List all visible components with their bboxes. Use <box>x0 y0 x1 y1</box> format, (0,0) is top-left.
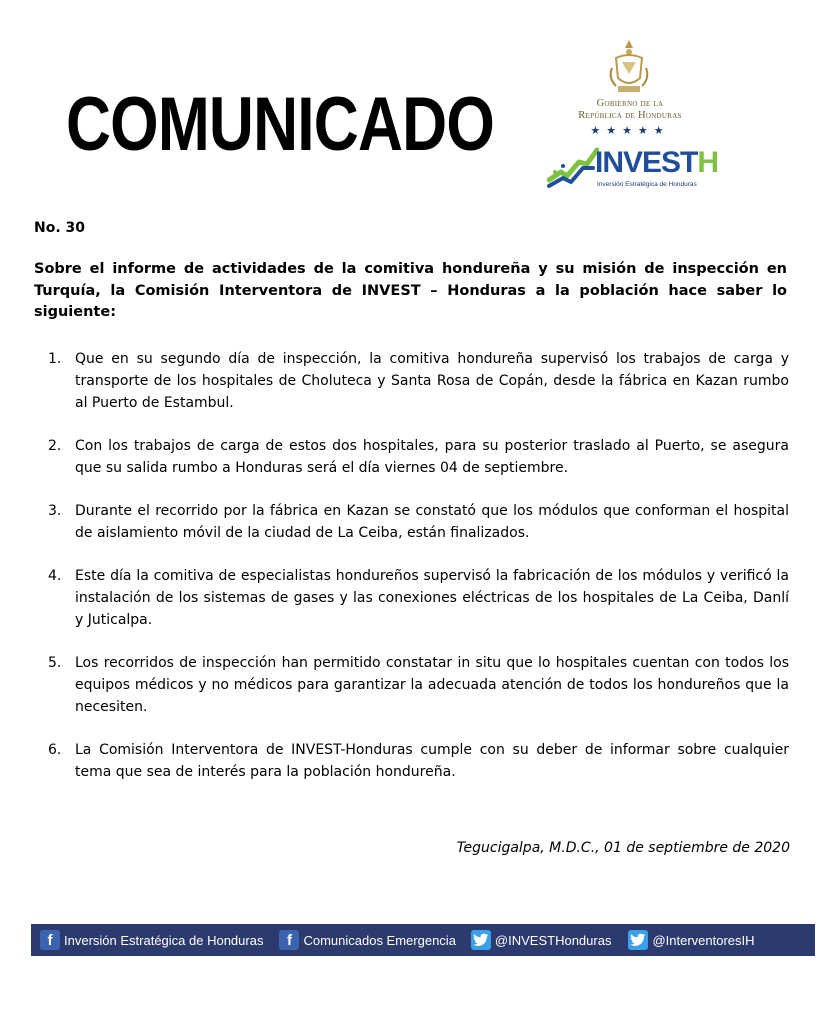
footer-link-twitter-interventoresih[interactable] <box>628 930 754 950</box>
footer-link-label: Comunicados Emergencia <box>303 932 456 948</box>
numbered-list <box>34 348 789 783</box>
list-item-number: 2. <box>48 438 62 454</box>
twitter-icon <box>471 930 491 950</box>
invest-logo-text-b: H <box>697 146 719 179</box>
intro-paragraph: Sobre el informe de actividades de la comitiva hondureña y su misión de inspección en Turquía, la Comisión Interventora de INVEST – Honduras a la población hace saber lo siguiente: <box>34 261 787 320</box>
invest-subtitle: Inversión Estratégica de Honduras <box>597 181 697 188</box>
list-item-number: 6. <box>48 742 62 758</box>
list-item <box>34 500 789 544</box>
list-item-number: 3. <box>48 503 62 519</box>
list-item-text: Que en su segundo día de inspección, la comitiva hondureña supervisó los trabajos de carga y transporte de los hospitales de Choluteca y Santa Rosa de Copán, desde la fábrica en Kazan rumbo al Puerto de Estambul. <box>75 351 789 411</box>
document-number: No. 30 <box>34 220 86 236</box>
list-item <box>34 565 789 631</box>
footer-link-facebook-comunicados[interactable] <box>279 930 455 950</box>
government-name-line-2: República de Honduras <box>578 110 682 121</box>
facebook-icon: f <box>40 930 60 950</box>
list-item <box>34 435 789 479</box>
facebook-icon: f <box>279 930 299 950</box>
place-and-date: Tegucigalpa, M.D.C., 01 de septiembre de 2020 <box>456 840 790 856</box>
list-item <box>34 348 789 414</box>
page-title: COMUNICADO <box>66 82 495 167</box>
twitter-icon <box>628 930 648 950</box>
logo-block <box>545 38 719 198</box>
list-item-number: 1. <box>48 351 62 367</box>
invest-logo-text <box>595 146 718 180</box>
list-item-text: Los recorridos de inspección han permitido constatar in situ que lo hospitales cuentan con todos los equipos médicos y no médicos para garantizar la adecuada atención de todos los hondureños que la necesiten. <box>75 655 789 715</box>
footer-link-twitter-investhonduras[interactable] <box>471 930 612 950</box>
list-item-number: 5. <box>48 655 62 671</box>
footer-link-facebook-invest[interactable] <box>40 930 263 950</box>
social-footer-bar <box>31 924 815 956</box>
footer-link-label: @INVESTHonduras <box>494 932 612 948</box>
list-item <box>34 739 789 783</box>
list-item-text: Este día la comitiva de especialistas hondureños supervisó la fabricación de los módulos y verificó la instalación de los sistemas de gases y las conexiones eléctricas de los hospitales de La Ceiba, Danlí y Juticalpa. <box>75 568 789 628</box>
stars-row: ★★★★★ <box>590 124 670 137</box>
government-name-line-1: Gobierno de la <box>596 98 664 109</box>
footer-link-label: @InterventoresIH <box>652 932 755 948</box>
invest-logo-text-a: INVEST <box>595 146 698 179</box>
list-item-text: La Comisión Interventora de INVEST-Honduras cumple con su deber de informar sobre cualquier tema que sea de interés para la población hondureña. <box>75 742 789 780</box>
footer-link-label: Inversión Estratégica de Honduras <box>64 932 264 948</box>
invest-logo-mark-icon <box>547 146 599 188</box>
list-item <box>34 652 789 718</box>
list-item-text: Durante el recorrido por la fábrica en Kazan se constató que los módulos que conforman el hospital de aislamiento móvil de la ciudad de La Ceiba, están finalizados. <box>75 503 789 541</box>
list-item-number: 4. <box>48 568 62 584</box>
list-item-text: Con los trabajos de carga de estos dos hospitales, para su posterior traslado al Puerto, se asegura que su salida rumbo a Honduras será el día viernes 04 de septiembre. <box>75 438 789 476</box>
coat-of-arms-icon <box>606 38 652 96</box>
